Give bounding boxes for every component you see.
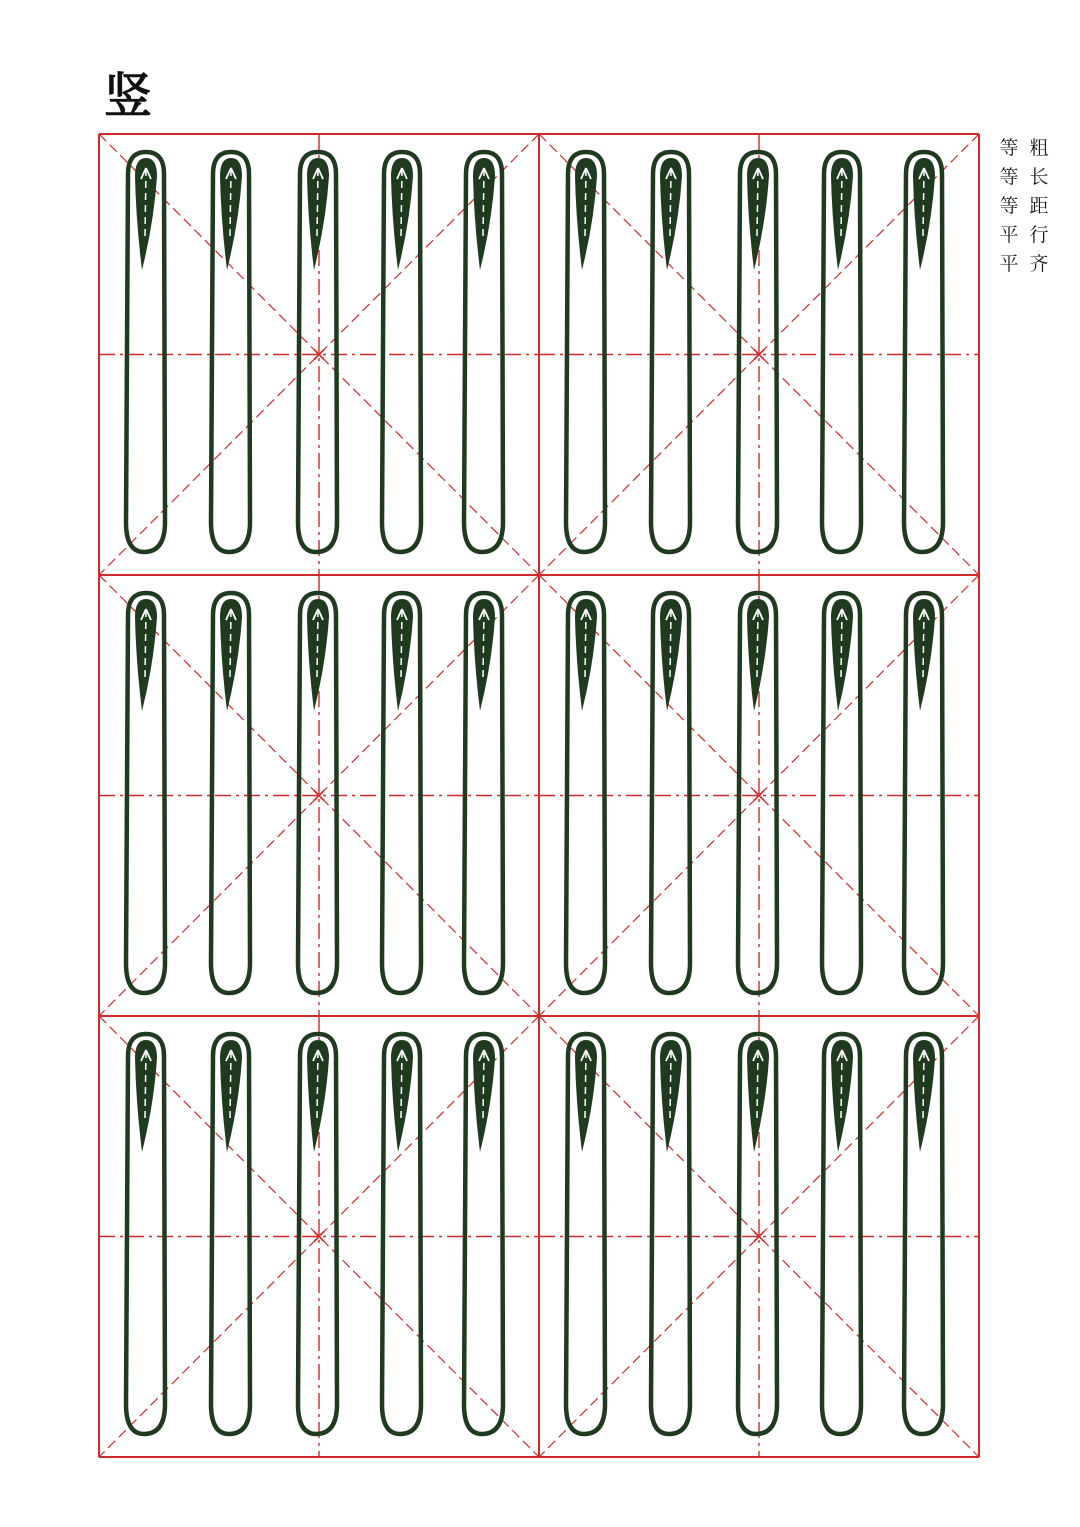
rule-char: 长: [1029, 166, 1049, 188]
page-title: 竖: [104, 68, 153, 124]
rule-char: 粗: [1029, 137, 1049, 159]
rule-char: 平: [999, 253, 1019, 275]
rule-char: 等: [999, 166, 1019, 188]
rule-char: 平: [999, 224, 1019, 246]
rule-char: 等: [999, 137, 1019, 159]
rule-char: 行: [1029, 224, 1049, 246]
rule-char: 齐: [1029, 253, 1049, 275]
rule-char: 距: [1029, 195, 1049, 217]
rule-char: 等: [999, 195, 1019, 217]
